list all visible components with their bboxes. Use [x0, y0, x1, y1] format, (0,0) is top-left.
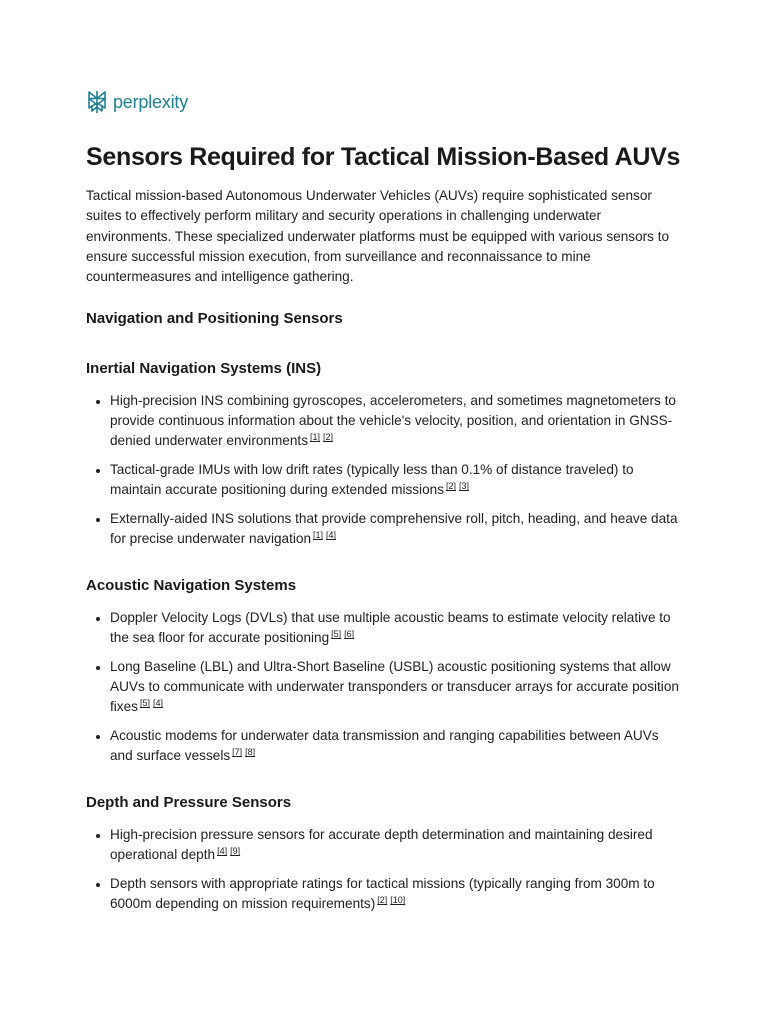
- list-item: [110, 874, 682, 914]
- subsection-heading: Depth and Pressure Sensors: [86, 794, 292, 812]
- list-item-text: Depth sensors with appropriate ratings for tactical missions (typically ranging from 300m to 6000m depending on mission requirements): [110, 876, 655, 912]
- citation-link[interactable]: [4]: [152, 698, 163, 709]
- citations: [140, 698, 166, 708]
- subsections: [86, 359, 682, 914]
- citation-link[interactable]: [7]: [232, 747, 243, 758]
- list-item: [110, 608, 682, 648]
- list-item: [110, 460, 682, 500]
- citation-link[interactable]: [2]: [323, 432, 334, 443]
- citation-link[interactable]: [10]: [390, 895, 406, 906]
- citation-link[interactable]: [5]: [139, 698, 150, 709]
- list-item-text: Externally-aided INS solutions that provide comprehensive roll, pitch, heading, and heave data for precise underwater navigation: [110, 511, 678, 547]
- intro-paragraph: Tactical mission-based Autonomous Underwater Vehicles (AUVs) require sophisticated sensor suites to effectively perform military and security operations in challenging underwater environments. These specialized underwater platforms must be equipped with various sensors to ensure successful mission execution, from surveillance and reconnaissance to mine countermeasures and intelligence gathering.: [86, 188, 670, 285]
- list-item-text: Tactical-grade IMUs with low drift rates (typically less than 0.1% of distance traveled) to maintain accurate positioning during extended missions: [110, 462, 634, 498]
- list-item-text: Long Baseline (LBL) and Ultra-Short Baseline (USBL) acoustic positioning systems that allow AUVs to communicate with underwater transponders or transducer arrays for accurate position fixes: [110, 659, 679, 715]
- section-heading: Navigation and Positioning Sensors: [86, 310, 343, 328]
- citations: [446, 481, 472, 491]
- citations: [377, 895, 408, 905]
- list-item: [110, 509, 682, 549]
- page-title: Sensors Required for Tactical Mission-Based AUVs: [86, 143, 681, 171]
- citation-link[interactable]: [8]: [245, 747, 256, 758]
- list-item: [110, 657, 682, 717]
- list-item-text: Doppler Velocity Logs (DVLs) that use multiple acoustic beams to estimate velocity relative to the sea floor for accurate positioning: [110, 610, 671, 646]
- brand-name: perplexity: [113, 91, 189, 112]
- perplexity-logo-icon: [86, 90, 108, 114]
- citations: [331, 629, 357, 639]
- citation-link[interactable]: [4]: [326, 530, 337, 541]
- citations: [310, 432, 336, 442]
- citation-link[interactable]: [2]: [377, 895, 388, 906]
- brand-header[interactable]: [86, 88, 682, 116]
- citation-link[interactable]: [2]: [446, 481, 457, 492]
- citation-link[interactable]: [3]: [459, 481, 470, 492]
- citations: [232, 747, 258, 757]
- citation-link[interactable]: [1]: [313, 530, 324, 541]
- citation-link[interactable]: [4]: [217, 846, 228, 857]
- citation-link[interactable]: [5]: [331, 629, 342, 640]
- citation-link[interactable]: [9]: [230, 846, 241, 857]
- citations: [313, 530, 339, 540]
- list-item: [110, 391, 682, 451]
- list-item: [110, 726, 682, 766]
- bullet-list: [86, 608, 682, 766]
- bullet-list: [86, 825, 682, 914]
- citations: [217, 846, 243, 856]
- list-item: [110, 825, 682, 865]
- subsection-heading: Inertial Navigation Systems (INS): [86, 360, 322, 378]
- citation-link[interactable]: [6]: [344, 629, 355, 640]
- list-item-text: Acoustic modems for underwater data transmission and ranging capabilities between AUVs and surface vessels: [110, 728, 659, 764]
- list-item-text: High-precision INS combining gyroscopes, accelerometers, and sometimes magnetometers to provide continuous information about the vehicle's velocity, position, and orientation in GNSS-denied underwater environments: [110, 393, 676, 449]
- subsection-heading: Acoustic Navigation Systems: [86, 577, 297, 595]
- bullet-list: [86, 391, 682, 549]
- list-item-text: High-precision pressure sensors for accurate depth determination and maintaining desired operational depth: [110, 827, 653, 863]
- citation-link[interactable]: [1]: [310, 432, 321, 443]
